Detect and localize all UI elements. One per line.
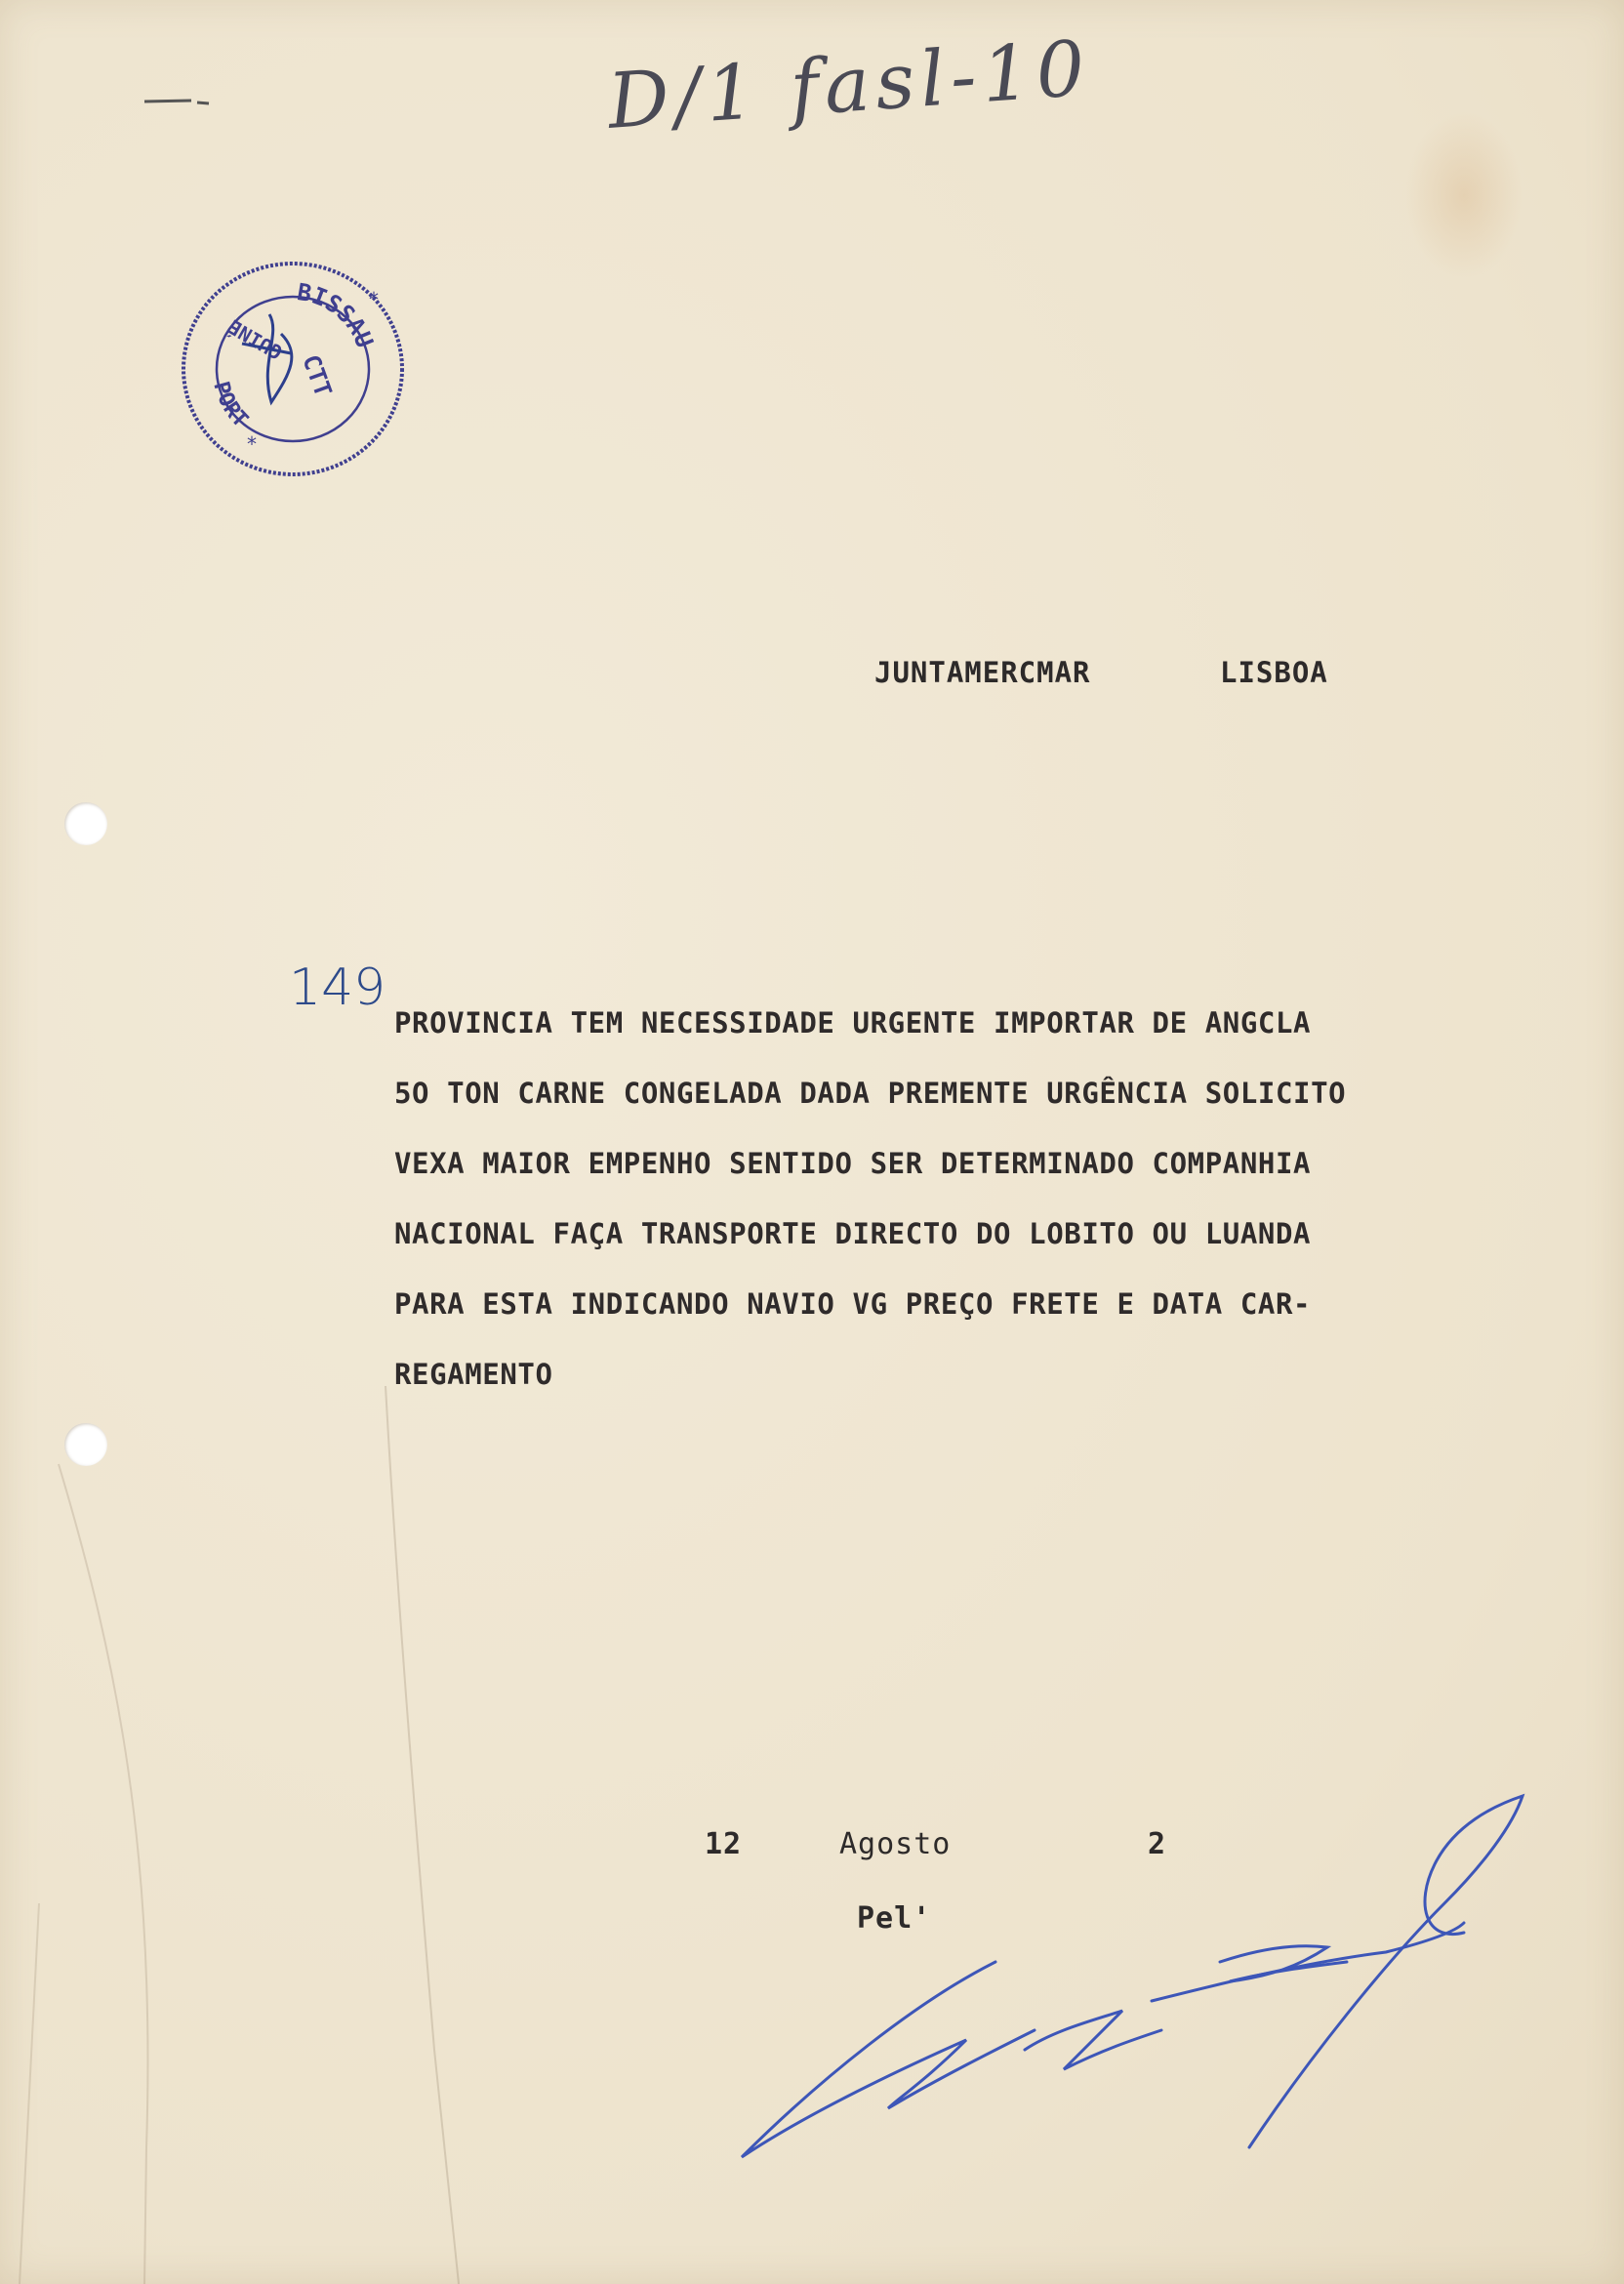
svg-text:BISSAU [295,278,378,351]
stamp-text-bottom: PORT [208,379,253,433]
handwritten-signature [703,1786,1542,2167]
body-line: PARA ESTA INDICANDO NAVIO VG PREÇO FRETE E DATA CAR- [394,1287,1312,1321]
body-line: 5O TON CARNE CONGELADA DADA PREMENTE URGÊNCIA SOLICITO [394,1077,1347,1110]
punch-hole [64,802,107,845]
handwritten-reference: D/1 fasl-10 [605,24,1094,146]
body-line: REGAMENTO [394,1358,553,1391]
svg-text:*: * [247,432,257,456]
stamp-text-top: BISSAU [295,278,379,352]
stamp-text-left: GUINÉ [223,314,287,365]
date-month: Agosto [839,1827,952,1861]
body-line: VEXA MAIOR EMPENHO SENTIDO SER DETERMINADO COMPANHIA [394,1147,1312,1180]
body-line: NACIONAL FAÇA TRANSPORTE DIRECTO DO LOBITO OU LUANDA [394,1217,1312,1250]
stamp-text-center: CTT [297,350,338,401]
recipient-address: JUNTAMERCMAR [874,656,1091,689]
pencil-dash-mark [142,96,211,107]
body-line: PROVINCIA TEM NECESSIDADE URGENTE IMPORTAR DE ANGCLA [394,1006,1312,1040]
postal-stamp [174,256,412,482]
signature-label: Pel' [857,1901,932,1936]
punch-hole [64,1423,107,1466]
date-year: 2 [1148,1827,1167,1861]
date-day: 12 [705,1827,743,1861]
recipient-city: LISBOA [1220,656,1328,689]
telegram-body [394,988,1346,1409]
handwritten-message-number: 149 [289,958,386,1017]
svg-text:*: * [369,288,379,311]
